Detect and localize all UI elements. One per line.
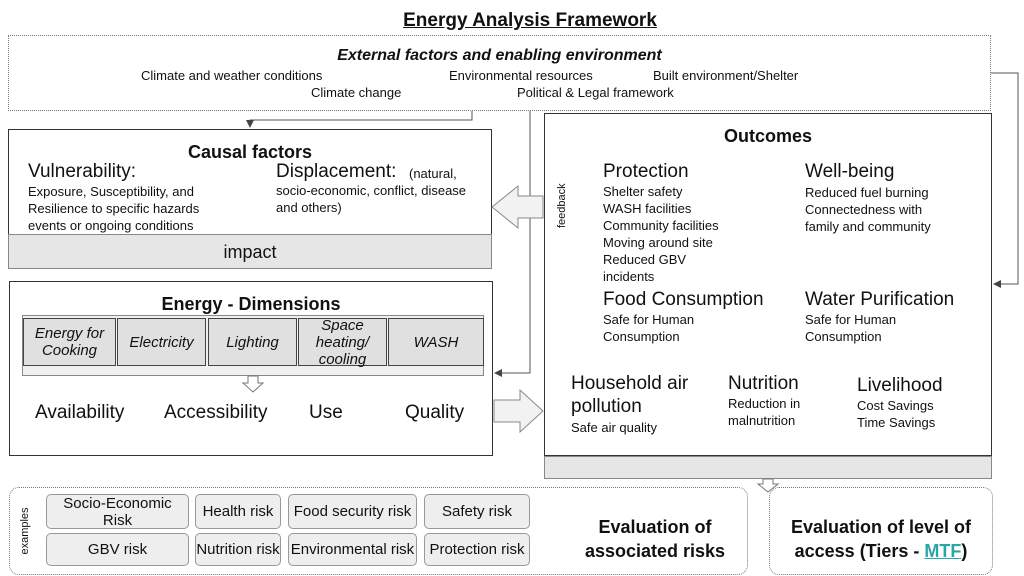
outcome-line: incidents xyxy=(603,269,655,284)
connector-external-causal xyxy=(250,111,472,127)
risk-item: Food security risk xyxy=(288,494,417,529)
quality-label: Use xyxy=(309,402,343,423)
vulnerability-text: Exposure, Susceptibility, and Resilience to specific hazards events or ongoing conditions xyxy=(28,184,200,233)
quality-label: Accessibility xyxy=(164,402,268,423)
risk-item: Health risk xyxy=(195,494,281,529)
access-text-line1: Evaluation of level of xyxy=(790,517,972,537)
access-text-line2: access (Tiers - xyxy=(794,541,925,561)
outcome-title: Nutrition xyxy=(728,373,799,394)
external-item: Built environment/Shelter xyxy=(653,68,799,83)
outcome-title: Water Purification xyxy=(805,289,955,310)
risk-item: Protection risk xyxy=(424,533,530,566)
external-item: Climate change xyxy=(311,85,402,100)
outcome-title: Protection xyxy=(603,161,689,182)
external-item: Environmental resources xyxy=(449,68,593,83)
outcome-line: Reduced GBV xyxy=(603,252,687,267)
outcome-line: Moving around site xyxy=(603,235,713,250)
energy-dimensions-heading: Energy - Dimensions xyxy=(161,294,341,314)
dimension-cell: Electricity xyxy=(117,318,206,366)
outcome-line: Consumption xyxy=(805,329,882,344)
quality-label: Availability xyxy=(35,402,125,423)
dimension-cell: Lighting xyxy=(208,318,297,366)
access-text-close: ) xyxy=(961,541,968,561)
outcome-title: pollution xyxy=(571,396,642,417)
external-factors-heading: External factors and enabling environment xyxy=(337,47,662,64)
outcome-title: Food Consumption xyxy=(603,289,764,310)
dimension-cell: Energy for Cooking xyxy=(23,318,116,366)
mtf-link[interactable]: MTF xyxy=(924,541,962,561)
outcome-line: Connectedness with xyxy=(805,202,923,217)
outcome-line: malnutrition xyxy=(728,413,796,428)
outcome-line: Cost Savings xyxy=(857,398,934,413)
outcome-line: Reduced fuel burning xyxy=(805,185,929,200)
outcome-line: Consumption xyxy=(603,329,680,344)
outcomes-heading: Outcomes xyxy=(723,126,813,146)
risk-item: Safety risk xyxy=(424,494,530,529)
dimension-cell: Space heating/ cooling xyxy=(298,318,387,366)
outcome-line: Safe for Human xyxy=(603,312,695,327)
risk-item: Nutrition risk xyxy=(195,533,281,566)
outcome-line: Safe air quality xyxy=(571,420,657,435)
dimensions-to-outcomes-arrow xyxy=(494,390,543,432)
outcome-line: Community facilities xyxy=(603,218,719,233)
outcome-title: Well-being xyxy=(805,161,895,182)
outcome-line: Reduction in xyxy=(728,396,801,411)
external-item: Political & Legal framework xyxy=(517,85,674,100)
risks-evaluation: Evaluation of associated risks xyxy=(584,517,726,561)
quality-label: Quality xyxy=(405,402,465,423)
impact-label: impact xyxy=(223,242,277,262)
dimensions-down-arrow xyxy=(243,376,263,392)
connector-external-outcomes xyxy=(991,73,1018,284)
external-item: Climate and weather conditions xyxy=(141,68,323,83)
risk-item: Socio-Economic Risk xyxy=(46,494,189,529)
feedback-arrow xyxy=(492,186,543,228)
causal-factors-heading: Causal factors xyxy=(187,142,313,162)
outcome-title: Livelihood xyxy=(857,375,943,396)
feedback-label: feedback xyxy=(556,183,568,228)
outcome-line: family and community xyxy=(805,219,931,234)
outcome-title: Household air xyxy=(571,373,689,394)
outcome-line: WASH facilities xyxy=(603,201,692,216)
outcome-line: Shelter safety xyxy=(603,184,683,199)
dimension-cell: WASH xyxy=(388,318,484,366)
vulnerability-label: Vulnerability: xyxy=(28,161,137,182)
outcome-line: Time Savings xyxy=(857,415,936,430)
displacement-note: (natural, socio-economic, conflict, disease and others) xyxy=(276,166,467,215)
displacement-label: Displacement: xyxy=(276,161,397,182)
examples-label: examples xyxy=(19,507,31,555)
risk-item: GBV risk xyxy=(46,533,189,566)
page-title: Energy Analysis Framework xyxy=(403,10,657,31)
outcome-line: Safe for Human xyxy=(805,312,897,327)
outcomes-down-arrow xyxy=(758,479,778,492)
risk-item: Environmental risk xyxy=(288,533,417,566)
connector-external-energy xyxy=(495,111,530,373)
